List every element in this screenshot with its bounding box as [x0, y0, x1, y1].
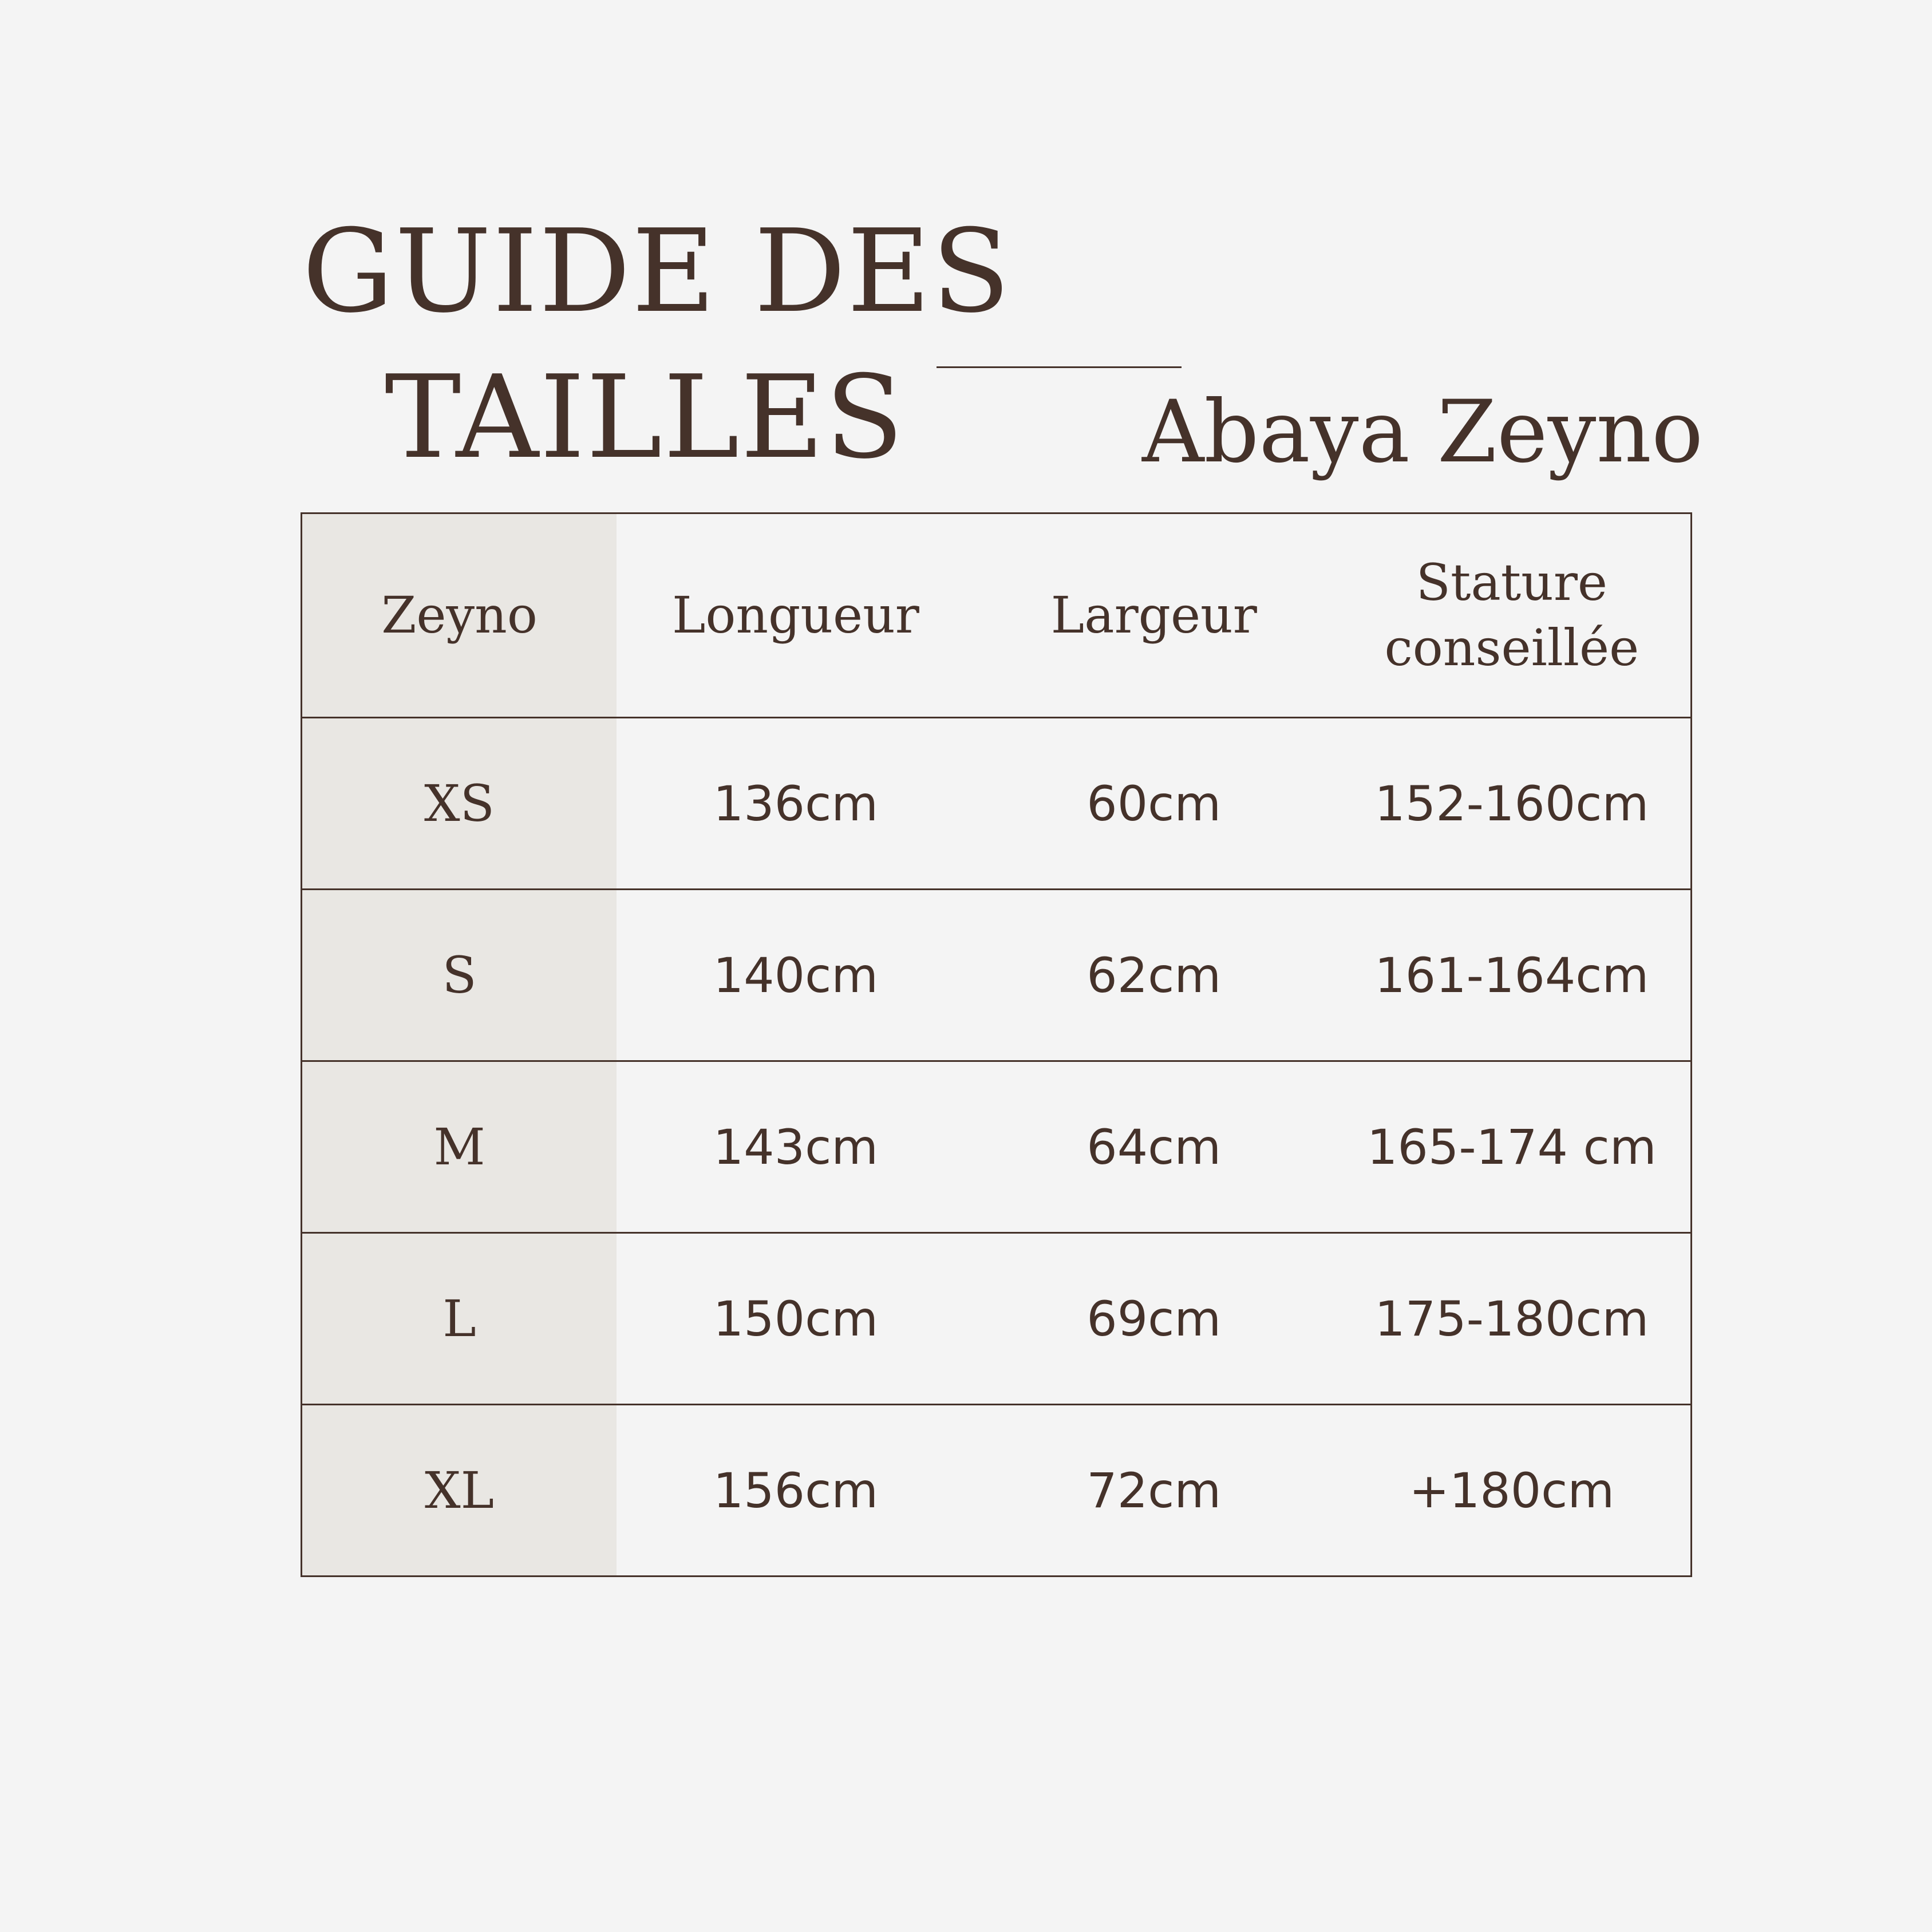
longueur-cell: 136cm: [713, 775, 879, 832]
table-row: [302, 1405, 1692, 1577]
table-row: [302, 718, 1692, 890]
stature-cell: 165-174 cm: [1366, 1119, 1657, 1175]
size-cell: M: [302, 1061, 617, 1233]
stature-cell: +180cm: [1409, 1462, 1615, 1519]
largeur-cell: 62cm: [1086, 947, 1222, 1003]
page-title-line1: GUIDE DES: [302, 205, 1012, 338]
header-largeur: Largeur: [1050, 585, 1257, 645]
longueur-cell: 140cm: [713, 947, 879, 1003]
largeur-cell: 60cm: [1086, 775, 1222, 832]
stature-cell: 152-160cm: [1374, 775, 1649, 832]
table-row: [302, 1061, 1692, 1233]
table-row: [302, 1233, 1692, 1405]
stature-cell: 175-180cm: [1374, 1290, 1649, 1347]
size-table: [301, 512, 1692, 1577]
longueur-cell: 150cm: [713, 1290, 879, 1347]
largeur-cell: 64cm: [1086, 1119, 1222, 1175]
product-subtitle: Abaya Zeyno: [1142, 382, 1704, 482]
size-cell: L: [302, 1233, 617, 1405]
size-cell: S: [302, 890, 617, 1061]
stature-cell: 161-164cm: [1374, 947, 1649, 1003]
header-longueur: Longueur: [671, 585, 919, 645]
size-cell: XL: [302, 1405, 617, 1577]
divider: [937, 366, 1182, 368]
size-cell: XS: [302, 718, 617, 890]
longueur-cell: 143cm: [713, 1119, 879, 1175]
table-header-row: [302, 513, 1692, 718]
largeur-cell: 69cm: [1086, 1290, 1222, 1347]
longueur-cell: 156cm: [713, 1462, 879, 1519]
header-size: Zeyno: [302, 513, 617, 718]
header-stature: Stature conseillée: [1384, 552, 1639, 677]
largeur-cell: 72cm: [1086, 1462, 1222, 1519]
table-row: [302, 890, 1692, 1061]
page-title-line2: TAILLES: [385, 351, 905, 484]
